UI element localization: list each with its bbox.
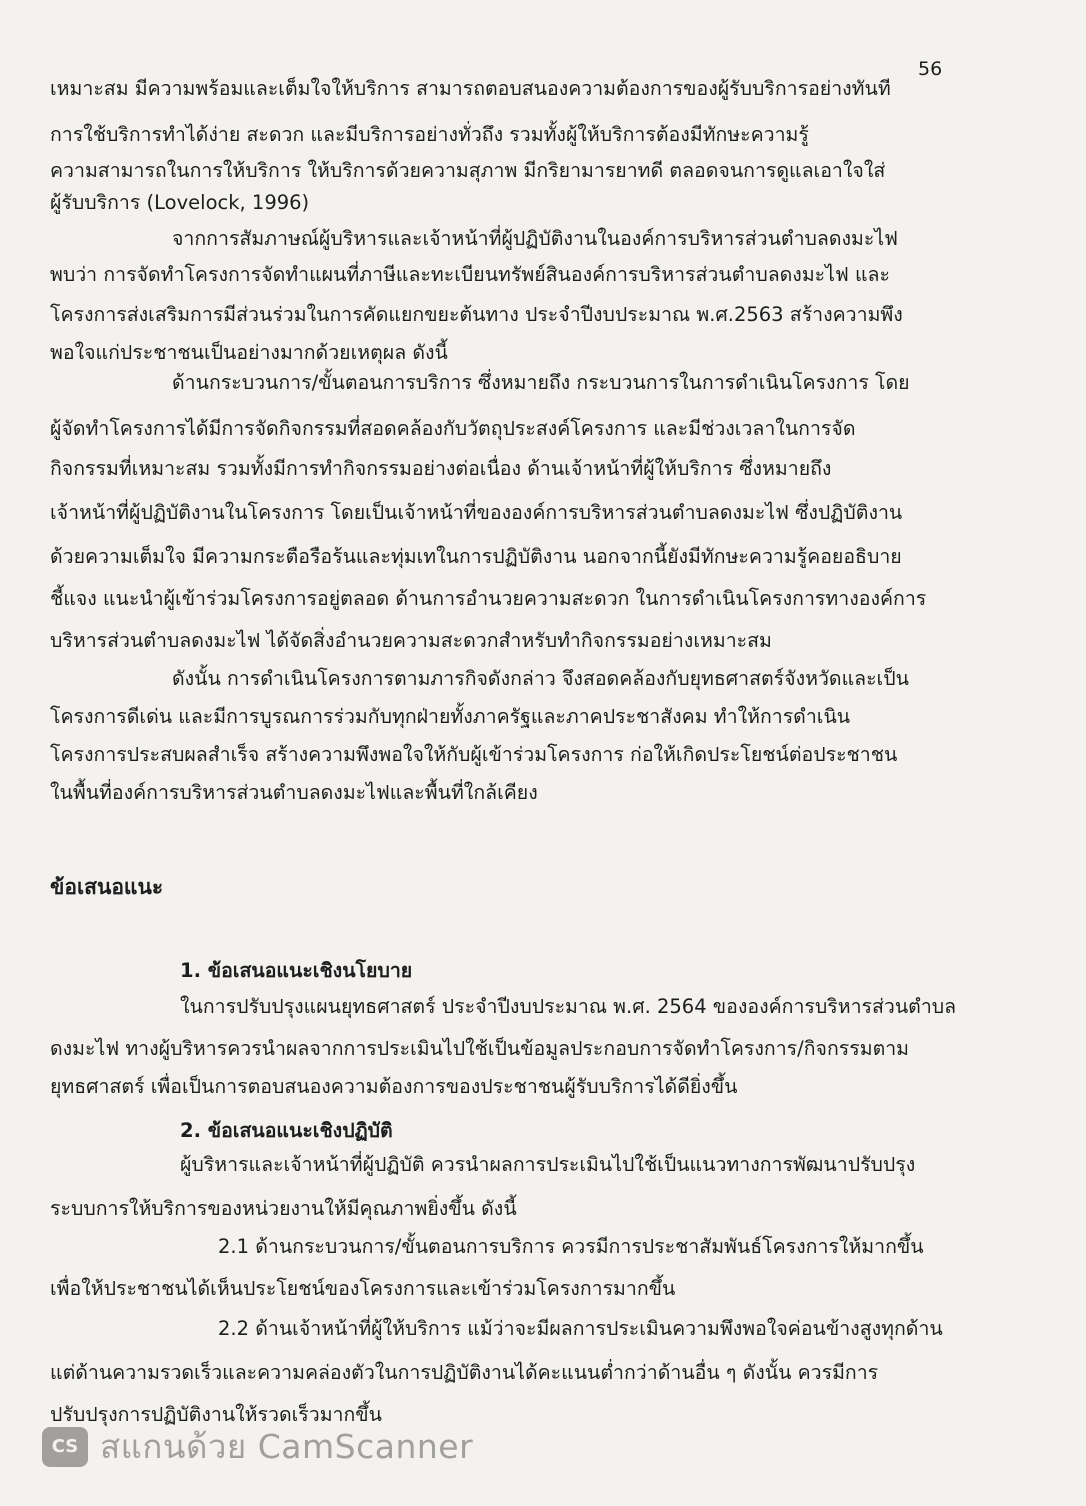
body-line: ผู้บริหารและเจ้าหน้าที่ผู้ปฏิบัติ ควรนำผลการประเมินไปใช้เป็นแนวทางการพัฒนาปรับปรุง [180, 1153, 916, 1176]
page-number: 56 [918, 58, 943, 80]
subsection-heading: 1. ข้อเสนอแนะเชิงนโยบาย [180, 959, 413, 982]
camscanner-watermark [42, 1420, 473, 1473]
body-line: กิจกรรมที่เหมาะสม รวมทั้งมีการทำกิจกรรมอย่างต่อเนื่อง ด้านเจ้าหน้าที่ผู้ให้บริการ ซึ่งหมายถึง [50, 457, 832, 480]
body-line: เจ้าหน้าที่ผู้ปฏิบัติงานในโครงการ โดยเป็นเจ้าหน้าที่ขององค์การบริหารส่วนตำบลดงมะไฟ ซึ่งปฏิบัติงาน [50, 501, 903, 524]
body-line: แต่ด้านความรวดเร็วและความคล่องตัวในการปฏิบัติงานได้คะแนนต่ำกว่าด้านอื่น ๆ ดังนั้น ควรมีการ [50, 1361, 879, 1384]
body-line: โครงการประสบผลสำเร็จ สร้างความพึงพอใจให้กับผู้เข้าร่วมโครงการ ก่อให้เกิดประโยชน์ต่อประชาชน [50, 743, 898, 766]
body-line: ยุทธศาสตร์ เพื่อเป็นการตอบสนองความต้องการของประชาชนผู้รับบริการได้ดียิ่งขึ้น [50, 1075, 738, 1098]
body-line: ในพื้นที่องค์การบริหารส่วนตำบลดงมะไฟและพื้นที่ใกล้เคียง [50, 781, 538, 804]
body-line: ในการปรับปรุงแผนยุทธศาสตร์ ประจำปีงบประมาณ พ.ศ. 2564 ขององค์การบริหารส่วนตำบล [180, 995, 957, 1018]
body-line: ชี้แจง แนะนำผู้เข้าร่วมโครงการอยู่ตลอด ด้านการอำนวยความสะดวก ในการดำเนินโครงการทางองค์การ [50, 587, 927, 610]
body-line: ด้านกระบวนการ/ขั้นตอนการบริการ ซึ่งหมายถึง กระบวนการในการดำเนินโครงการ โดย [172, 371, 910, 394]
body-line: ดงมะไฟ ทางผู้บริหารควรนำผลจากการประเมินไปใช้เป็นข้อมูลประกอบการจัดทำโครงการ/กิจกรรมตาม [50, 1037, 910, 1060]
body-line: ความสามารถในการให้บริการ ให้บริการด้วยความสุภาพ มีกริยามารยาทดี ตลอดจนการดูแลเอาใจใส่ [50, 159, 886, 182]
body-line: ด้วยความเต็มใจ มีความกระตือรือร้นและทุ่มเทในการปฏิบัติงาน นอกจากนี้ยังมีทักษะความรู้คอยอธิบาย [50, 545, 902, 568]
body-line: 2.1 ด้านกระบวนการ/ขั้นตอนการบริการ ควรมีการประชาสัมพันธ์โครงการให้มากขึ้น [218, 1235, 924, 1258]
camscanner-logo-icon: CS [42, 1427, 88, 1467]
body-line: ดังนั้น การดำเนินโครงการตามภารกิจดังกล่าว จึงสอดคล้องกับยุทธศาสตร์จังหวัดและเป็น [172, 667, 909, 690]
body-line: ผู้รับบริการ (Lovelock, 1996) [50, 191, 310, 214]
body-line: การใช้บริการทำได้ง่าย สะดวก และมีบริการอย่างทั่วถึง รวมทั้งผู้ให้บริการต้องมีทักษะความรู้ [50, 123, 809, 146]
body-line: 2.2 ด้านเจ้าหน้าที่ผู้ให้บริการ แม้ว่าจะมีผลการประเมินความพึงพอใจค่อนข้างสูงทุกด้าน [218, 1317, 943, 1340]
body-line: ปรับปรุงการปฏิบัติงานให้รวดเร็วมากขึ้น [50, 1403, 382, 1426]
body-line: โครงการส่งเสริมการมีส่วนร่วมในการคัดแยกขยะต้นทาง ประจำปีงบประมาณ พ.ศ.2563 สร้างความพึง [50, 303, 903, 326]
body-line: พบว่า การจัดทำโครงการจัดทำแผนที่ภาษีและทะเบียนทรัพย์สินองค์การบริหารส่วนตำบลดงมะไฟ และ [50, 263, 890, 286]
body-line: เพื่อให้ประชาชนได้เห็นประโยชน์ของโครงการและเข้าร่วมโครงการมากขึ้น [50, 1277, 676, 1300]
section-heading: ข้อเสนอแนะ [50, 875, 164, 899]
body-line: พอใจแก่ประชาชนเป็นอย่างมากด้วยเหตุผล ดังนี้ [50, 341, 448, 364]
body-line: ระบบการให้บริการของหน่วยงานให้มีคุณภาพยิ่งขึ้น ดังนี้ [50, 1197, 517, 1220]
subsection-heading: 2. ข้อเสนอแนะเชิงปฏิบัติ [180, 1119, 393, 1142]
body-line: เหมาะสม มีความพร้อมและเต็มใจให้บริการ สามารถตอบสนองความต้องการของผู้รับบริการอย่างทันที [50, 77, 891, 100]
watermark-text: สแกนด้วย CamScanner [100, 1427, 474, 1466]
body-line: โครงการดีเด่น และมีการบูรณการร่วมกับทุกฝ่ายทั้งภาครัฐและภาคประชาสังคม ทำให้การดำเนิน [50, 705, 851, 728]
body-line: จากการสัมภาษณ์ผู้บริหารและเจ้าหน้าที่ผู้ปฏิบัติงานในองค์การบริหารส่วนตำบลดงมะไฟ [172, 227, 898, 250]
body-line: บริหารส่วนตำบลดงมะไฟ ได้จัดสิ่งอำนวยความสะดวกสำหรับทำกิจกรรมอย่างเหมาะสม [50, 629, 772, 652]
body-line: ผู้จัดทำโครงการได้มีการจัดกิจกรรมที่สอดคล้องกับวัตถุประสงค์โครงการ และมีช่วงเวลาในการจัด [50, 417, 856, 440]
